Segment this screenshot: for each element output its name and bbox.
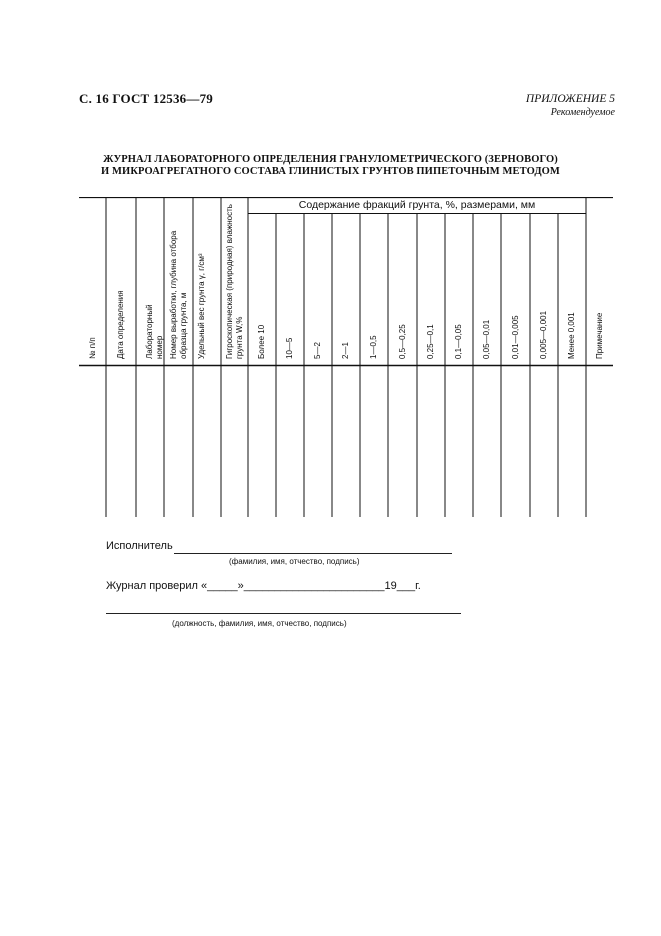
col-5-2-header — [304, 214, 332, 365]
col-1-05-label: 1—0,5 — [369, 335, 378, 359]
col-date-header — [106, 197, 136, 365]
appendix-note: Рекомендуемое — [550, 107, 615, 118]
col-lab-number-header — [136, 197, 164, 365]
col-pit-depth-label: Номер выработки, глубина отбора образца грунта, м — [168, 230, 188, 359]
col-under-0001-label: Менее 0,001 — [567, 312, 576, 359]
appendix-number: ПРИЛОЖЕНИЕ 5 — [525, 93, 615, 105]
col-remarks-header — [586, 197, 613, 365]
col-001-0005-header — [501, 214, 530, 365]
col-5-2-label: 5—2 — [313, 342, 322, 359]
col-005-001-header — [473, 214, 501, 365]
col-1-05-header — [360, 214, 388, 365]
col-over-10-header — [248, 214, 276, 365]
col-2-1-label: 2—1 — [341, 342, 350, 359]
col-pit-depth-header — [164, 197, 193, 365]
col-05-025-label: 0,5—0,25 — [397, 324, 407, 359]
col-10-5-header — [276, 214, 304, 365]
col-001-0005-label: 0,01—0,005 — [510, 315, 520, 359]
position-signature-line — [106, 613, 461, 614]
journal-title-line-1: ЖУРНАЛ ЛАБОРАТОРНОГО ОПРЕДЕЛЕНИЯ ГРАНУЛОМЕТРИЧЕСКОГО (ЗЕРНОВОГО) — [103, 154, 558, 165]
executor-signature-line — [174, 553, 452, 554]
col-01-005-header — [445, 214, 473, 365]
appendix-label — [526, 92, 615, 120]
col-005-001-label: 0,05—0,01 — [482, 319, 491, 359]
col-05-025-header — [388, 214, 417, 365]
col-01-005-label: 0,1—0,05 — [454, 324, 463, 359]
col-0005-0001-header — [530, 214, 558, 365]
col-under-0001-header — [558, 214, 586, 365]
col-lab-number-label: Лабораторный номер — [145, 304, 164, 359]
col-specific-weight-label: Удельный вес грунта γ, г/см³ — [197, 253, 206, 359]
executor-caption: (фамилия, имя, отчество, подпись) — [229, 557, 360, 566]
col-date-label: Дата определения — [116, 290, 125, 359]
col-025-01-label: 0,25—0,1 — [426, 324, 435, 359]
col-number-header — [79, 197, 106, 365]
fractions-group-header: Содержание фракций грунта, %, размерами, мм — [298, 199, 536, 211]
col-10-5-label: 10—5 — [285, 337, 294, 359]
col-over-10-label: Более 10 — [257, 324, 266, 359]
checked-caption: (должность, фамилия, имя, отчество, подпись) — [172, 619, 347, 628]
journal-title-line-2: И МИКРОАГРЕГАТНОГО СОСТАВА ГЛИНИСТЫХ ГРУНТОВ ПИПЕТОЧНЫМ МЕТОДОМ — [101, 166, 560, 177]
col-025-01-header — [417, 214, 445, 365]
col-specific-weight-header — [193, 197, 221, 365]
col-number-label: № п/п — [87, 337, 97, 359]
col-2-1-header — [332, 214, 360, 365]
col-moisture-header — [221, 197, 248, 365]
executor-label: Исполнитель — [106, 540, 173, 552]
col-0005-0001-label: 0,005—0,001 — [539, 310, 548, 359]
checked-by-line: Журнал проверил «_____»_______________________19___г. — [106, 580, 421, 592]
page-reference: С. 16 ГОСТ 12536—79 — [79, 91, 213, 106]
col-remarks-label: Примечание — [594, 312, 604, 359]
col-moisture-label: Гигроскопическая (природная) влажность грунта W,% — [224, 204, 244, 359]
